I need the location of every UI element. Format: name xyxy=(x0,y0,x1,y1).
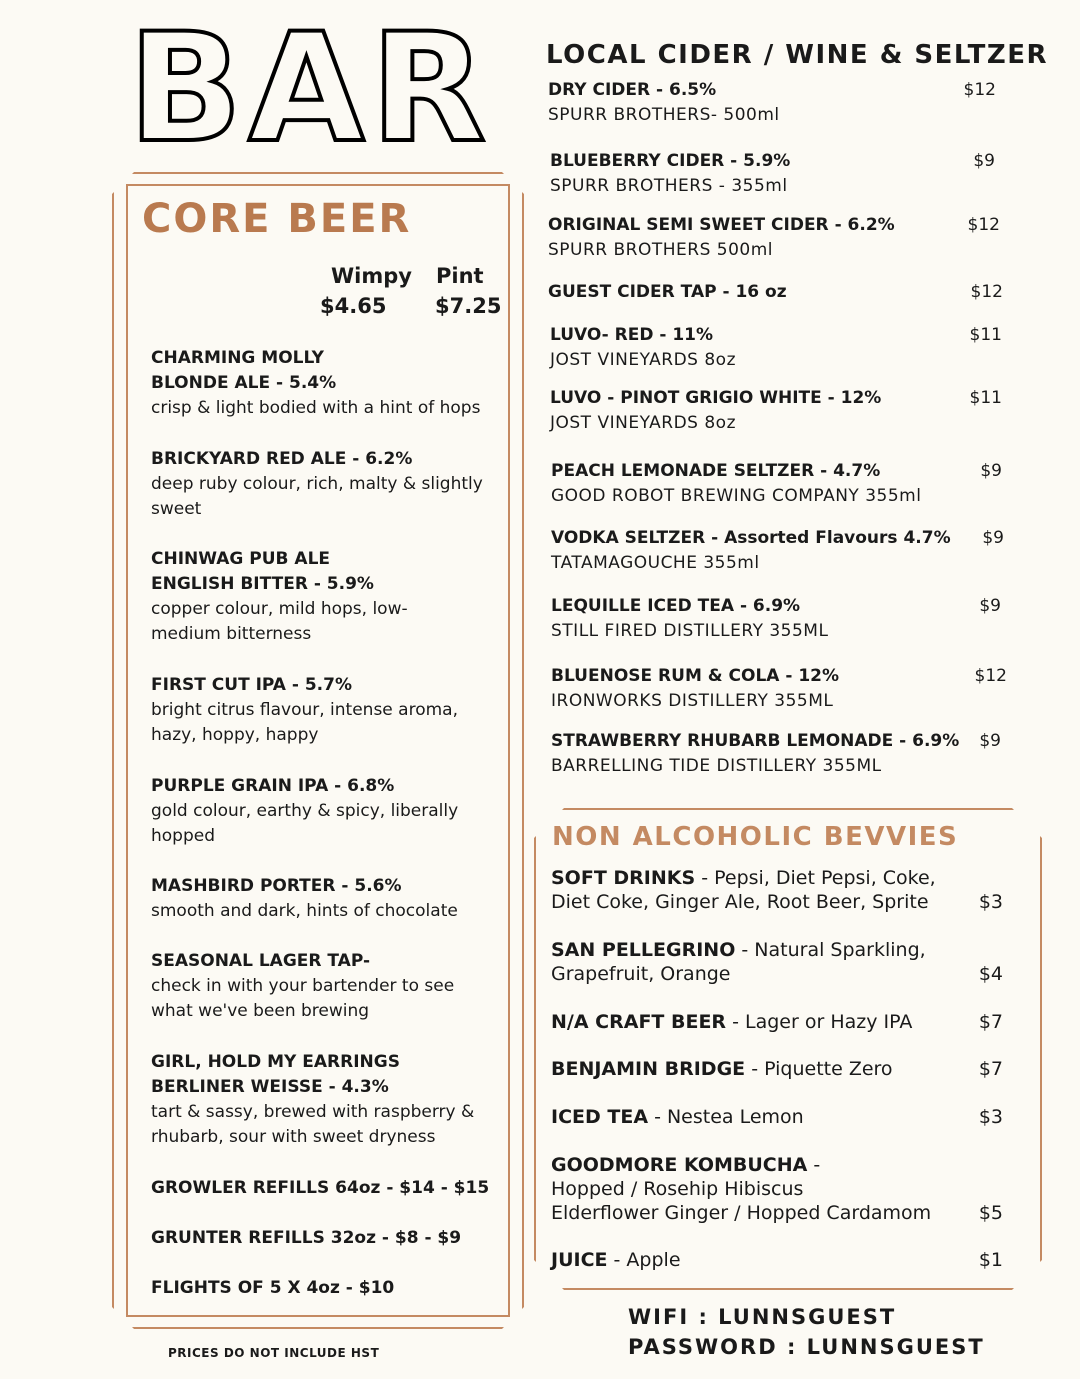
non-alcoholic-heading: NON ALCOHOLIC BEVVIES xyxy=(552,822,959,852)
drink-item: VODKA SELTZER - Assorted Flavours 4.7% TATAMAGOUCHE 355ml $9 xyxy=(551,528,1004,573)
na-item: N/A CRAFT BEER - Lager or Hazy IPA $7 xyxy=(551,1011,1003,1033)
wifi-network: WIFI : LUNNSGUEST xyxy=(628,1305,897,1329)
drink-item: LUVO- RED - 11% JOST VINEYARDS 8oz $11 xyxy=(550,325,1002,370)
drink-item: BLUENOSE RUM & COLA - 12% IRONWORKS DISTILLERY 355ML $12 xyxy=(551,666,1007,711)
pint-price: $7.25 xyxy=(435,294,502,318)
wimpy-price: $4.65 xyxy=(320,294,387,318)
beer-item: MASHBIRD PORTER - 5.6% smooth and dark, hints of chocolate xyxy=(151,876,458,921)
drink-item: DRY CIDER - 6.5% SPURR BROTHERS- 500ml $12 xyxy=(548,80,996,125)
beer-item: FIRST CUT IPA - 5.7% bright citrus flavour, intense aroma, hazy, hoppy, happy xyxy=(151,675,458,745)
beer-item: CHARMING MOLLY BLONDE ALE - 5.4% crisp & light bodied with a hint of hops xyxy=(151,348,481,418)
na-item: SAN PELLEGRINO - Natural Sparkling, Grapefruit, Orange $4 xyxy=(551,939,1003,985)
core-beer-heading: CORE BEER xyxy=(142,196,412,242)
bar-title: BAR xyxy=(128,2,492,176)
wimpy-label: Wimpy xyxy=(331,264,412,288)
na-item: JUICE - Apple $1 xyxy=(551,1249,1003,1271)
drink-item: ORIGINAL SEMI SWEET CIDER - 6.2% SPURR BROTHERS 500ml $12 xyxy=(548,215,1000,260)
drink-item: LEQUILLE ICED TEA - 6.9% STILL FIRED DISTILLERY 355ML $9 xyxy=(551,596,1001,641)
drink-item: BLUEBERRY CIDER - 5.9% SPURR BROTHERS - 355ml $9 xyxy=(550,151,995,196)
na-item: SOFT DRINKS - Pepsi, Diet Pepsi, Coke, Diet Coke, Ginger Ale, Root Beer, Sprite $3 xyxy=(551,867,1003,913)
beer-item: SEASONAL LAGER TAP- check in with your bartender to see what we've been brewing xyxy=(151,951,455,1021)
na-item: BENJAMIN BRIDGE - Piquette Zero $7 xyxy=(551,1058,1003,1080)
drink-item: STRAWBERRY RHUBARB LEMONADE - 6.9% BARRELLING TIDE DISTILLERY 355ML $9 xyxy=(551,731,1001,776)
drink-item: PEACH LEMONADE SELTZER - 4.7% GOOD ROBOT BREWING COMPANY 355ml $9 xyxy=(551,461,1002,506)
hst-footnote: PRICES DO NOT INCLUDE HST xyxy=(168,1346,380,1360)
pint-label: Pint xyxy=(436,264,484,288)
drink-item: GUEST CIDER TAP - 16 oz $12 xyxy=(548,282,1003,302)
na-item: ICED TEA - Nestea Lemon $3 xyxy=(551,1106,1003,1128)
growler-refills: GROWLER REFILLS 64oz - $14 - $15 xyxy=(151,1178,490,1198)
cider-wine-heading: LOCAL CIDER / WINE & SELTZER xyxy=(546,40,1049,70)
beer-item: GIRL, HOLD MY EARRINGS BERLINER WEISSE - 4.3% tart & sassy, brewed with raspberry & rhubarb, sour with sweet dryness xyxy=(151,1052,475,1147)
beer-item: PURPLE GRAIN IPA - 6.8% gold colour, earthy & spicy, liberally hopped xyxy=(151,776,459,846)
beer-item: CHINWAG PUB ALE ENGLISH BITTER - 5.9% copper colour, mild hops, low- medium bitterness xyxy=(151,549,408,644)
flights: FLIGHTS OF 5 X 4oz - $10 xyxy=(151,1278,395,1298)
grunter-refills: GRUNTER REFILLS 32oz - $8 - $9 xyxy=(151,1228,462,1248)
na-item: GOODMORE KOMBUCHA - Hopped / Rosehip Hibiscus Elderflower Ginger / Hopped Cardamom $5 xyxy=(551,1154,1003,1224)
drink-item: LUVO - PINOT GRIGIO WHITE - 12% JOST VINEYARDS 8oz $11 xyxy=(550,388,1002,433)
wifi-password: PASSWORD : LUNNSGUEST xyxy=(628,1335,985,1359)
beer-item: BRICKYARD RED ALE - 6.2% deep ruby colour, rich, malty & slightly sweet xyxy=(151,449,483,519)
